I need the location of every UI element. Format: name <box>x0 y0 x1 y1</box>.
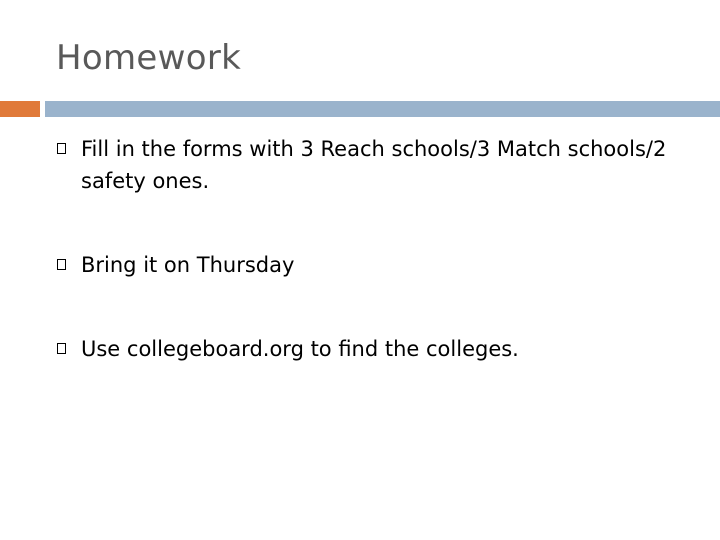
bullet-text: Fill in the forms with 3 Reach schools/3 Match schools/2 safety ones. <box>81 137 667 193</box>
accent-bar <box>0 101 40 117</box>
bullet-text: Use collegeboard.org to find the colleges. <box>81 337 519 361</box>
bullet-item-forms <box>56 133 696 197</box>
bullet-list <box>56 133 696 365</box>
square-bullet-icon <box>57 343 66 354</box>
bullet-item-thursday <box>56 249 696 281</box>
title-underline-bar <box>45 101 720 117</box>
square-bullet-icon <box>57 143 66 154</box>
bullet-item-collegeboard <box>56 333 696 365</box>
slide-title: Homework <box>56 38 242 78</box>
bullet-text: Bring it on Thursday <box>81 253 295 277</box>
square-bullet-icon <box>57 259 66 270</box>
